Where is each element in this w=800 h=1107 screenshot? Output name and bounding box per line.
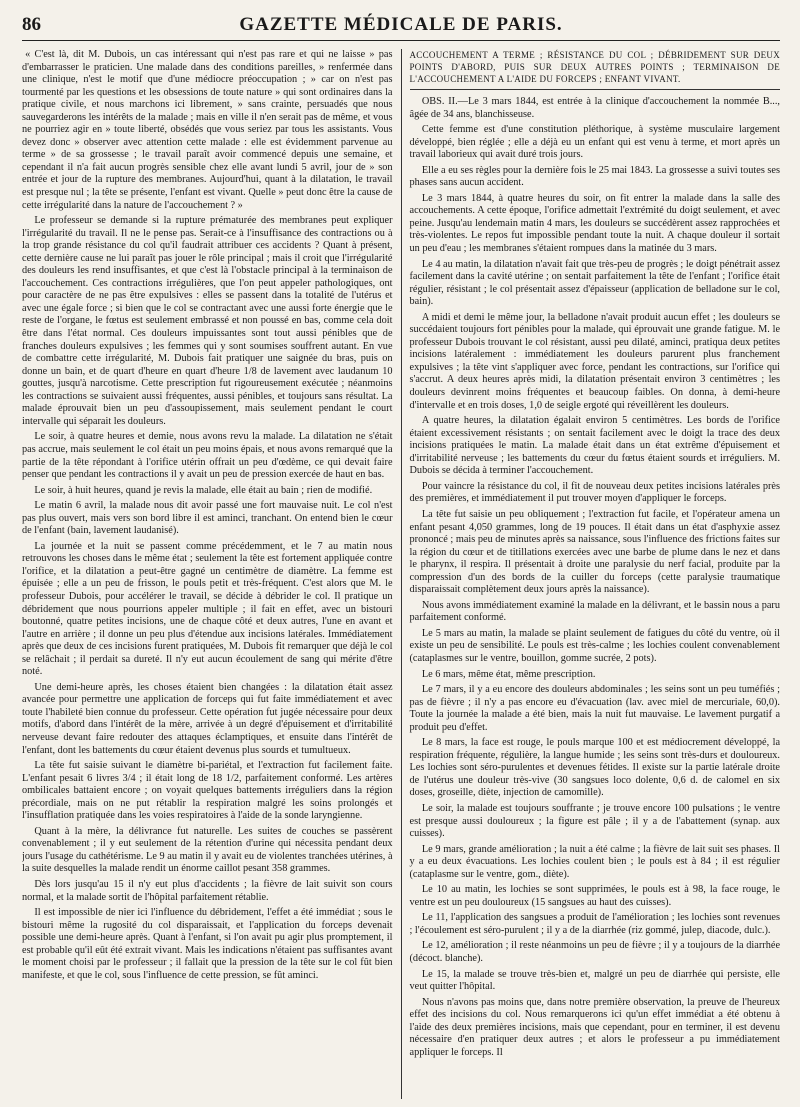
article-columns	[22, 49, 780, 1099]
heading-rule	[410, 89, 781, 90]
paragraph: Nous n'avons pas moins que, dans notre première observation, la preuve de l'heureux effet des incisions du col. Nous remarquerons ici qu'un effet immédiat a été obtenu à l'aide des deux premières incisions, mais que cependant, pour en terminer, il est devenu nécessaire d'en pratiquer deux autres ; et alors le professeur a pu immédiatement appliquer le forceps. Il	[409, 996, 781, 1058]
paragraph: Pour vaincre la résistance du col, il fit de nouveau deux petites incisions latérales près des premières, et immédiatement il put trouver moyen d'appliquer le forceps.	[409, 480, 781, 505]
journal-title: GAZETTE MÉDICALE DE PARIS.	[239, 14, 563, 35]
paragraph: Le 8 mars, la face est rouge, le pouls marque 100 et est médiocrement développé, la respiration fréquente, régulière, la langue humide ; les seins sont très-durs et douloureux. Les lochies sont séro-purulentes et devenues fétides. Il existe sur la partie latérale droite de l'utérus une douleur très-vive (30 sangsues loco dolente, 0,6 d. de calomel en six doses, groseille, diète, injection de camomille).	[409, 737, 781, 799]
paragraph: Le soir, à quatre heures et demie, nous avons revu la malade. La dilatation ne s'était pas accrue, mais seulement le col était un peu moins épais, et nous avons remarqué que la partie de la tête répondant à l'orifice utérin offrait un peu d'œdème, ce qui devait faire penser que pendant les contractions il y avait un peu de pression exercée de haut en bas.	[22, 431, 393, 481]
paragraph: Le 3 mars 1844, à quatre heures du soir, on fit entrer la malade dans la salle des accouchements. A cette époque, l'orifice admettait l'extrémité du doigt seulement, et avec peine. Jusqu'au lendemain matin 4 mars, les douleurs se succédèrent assez rapprochées et très-violentes. Le repos fut impossible pendant toute la nuit. A chaque douleur il sortait un peu d'eau ; les membranes s'étaient rompues dans la matinée du 3 mars.	[409, 192, 781, 255]
paragraph: Le 5 mars au matin, la malade se plaint seulement de fatigues du côté du ventre, où il existe un peu de sensibilité. Le pouls est très-calme ; les lochies coulent convenablement (cataplasmes sur le ventre, bouillon, gomme sucrée, 2 pots).	[409, 627, 781, 664]
paragraph: Il est impossible de nier ici l'influence du débridement, l'effet a été immédiat ; sous le bistouri même la rugosité du col disparaissait, et l'application du forceps devenait possible une demi-heure après. Quant à l'enfant, si l'on avait pu agir plus promptement, il est probable qu'il eût été extrait vivant. Mais les indications n'étaient pas suffisantes avant le moment choisi par le professeur ; il fallait que la pression de la tête sur le col fût bien manifeste, et que le col, sous l'influence de cette pression, se fût aminci.	[22, 907, 393, 981]
paragraph: Dès lors jusqu'au 15 il n'y eut plus d'accidents ; la fièvre de lait suivit son cours normal, et la malade sortit de l'hôpital parfaitement rétablie.	[22, 879, 393, 903]
paragraph: Le matin 6 avril, la malade nous dit avoir passé une fort mauvaise nuit. Le col n'est pas plus ouvert, mais vers son bord libre il est aminci, tranchant. On entend bien le cœur de l'enfant (bain, lavement laudanisé).	[22, 500, 393, 537]
paragraph: Le 10 au matin, les lochies se sont supprimées, le pouls est à 98, la face rouge, le ventre est un peu douloureux (15 sangsues au haut des cuisses).	[409, 884, 781, 908]
paragraph: Le soir, la malade est toujours souffrante ; je trouve encore 100 pulsations ; le ventre est presque aussi douloureux ; la figure est pâle ; il y a de l'abattement (synap. aux cuisses).	[409, 802, 781, 840]
paragraph: Le 15, la malade se trouve très-bien et, malgré un peu de diarrhée qui persiste, elle veut quitter l'hôpital.	[409, 968, 781, 993]
paragraph: Cette femme est d'une constitution pléthorique, à système musculaire largement développé, bien réglée ; elle a déjà eu un enfant qui est venu à terme, et mort après un travail laborieux qui avait duré trois jours.	[409, 124, 781, 161]
paragraph: La journée et la nuit se passent comme précédemment, et le 7 au matin nous retrouvons les choses dans le même état ; seulement la tête est fortement appliquée contre l'orifice, et la dilatation a peut-être gagné un centimètre de diamètre. La femme est épuisée ; elle a un peu de frisson, le pouls petit et très-fréquent. C'est alors que M. le professeur Dubois, pour accélérer le travail, se décide à débrider le col. Il pratique un débridement que nous pourrions appeler multiple ; il fait en effet, avec un bistouri boutonné, quatre petites incisions, une de chaque côté et deux autres, l'une en avant et l'autre en arrière ; il donne un peu plus d'étendue aux incisions latérales. Immédiatement après que deux de ces incisions furent pratiquées, M. Dubois fit remarquer que déjà le col se relâchait ; il perdait sa dureté. Il n'y eut aucun écoulement de sang qui mérite d'être noté.	[22, 540, 393, 678]
page-number: 86	[22, 14, 41, 35]
paragraph: La tête fut saisie suivant le diamètre bi-pariétal, et l'extraction fut facilement faite. L'enfant pesait 6 livres 3/4 ; il était long de 18 1/2, parfaitement conformé. Les artères ombilicales battaient encore ; on voyait quelques battements irréguliers dans la région précordiale, mais on ne put rétablir la respiration malgré les soins prolongés et l'insufflation pratiquée dans les voies respiratoires à l'aide de la sonde laryngienne.	[22, 760, 393, 822]
paragraph: « C'est là, dit M. Dubois, un cas intéressant qui n'est pas rare et qui ne laisse » pas d'embarrasser le praticien. Une malade dans des conditions pareilles, » renfermée dans une clinique, n'est le motif que d'une médiocre préoccupation ; » car on n'est pas tourmenté par les questions et les obsessions de toute nature » qui sont ordinaires dans la pratique civile, et nous marchons ici librement, » sans crainte, persuadés que nous sauvegarderons les intérêts de la malade ; mais en ville il n'en serait pas de même, et vous ne pourriez agir en » toute liberté, obsédés que vous seriez par tous les assistants. Vous devez donc » observer avec attention cette malade : elle est évidemment parvenue au terme » de sa grossesse ; le travail paraît avoir commencé depuis une semaine, et cependant il n'a fait aucun progrès sensible chez elle avant lundi 5 avril, jour de » son entrée et jour de la rupture des membranes. Aujourd'hui, quant à la dilatation, le travail est presque nul ; la tête se présente, l'enfant est vivant. Quelle » peut donc être la cause de cette irrégularité dans la nature de l'accouchement ? »	[22, 49, 393, 211]
paragraph: A midi et demi le même jour, la belladone n'avait produit aucun effet ; les douleurs se succédaient toujours fort pénibles pour la malade, qui éprouvait une grande fatigue. M. le professeur Dubois trouvant le col résistant, aussi peu dilaté, aminci, pratiqua deux petites incisions latéralement : immédiatement les douleurs parurent plus franchement expulsives ; la tête vint s'appliquer avec force, pendant les contractions, sur l'orifice qui s'accrut. A deux heures après midi, la dilatation présentait environ 3 centimètres ; les douleurs devinrent moins fréquentes et beaucoup faibles. On donna, à demi-heure d'intervalle et en trois doses, 1,0 de seigle ergoté qui réveillèrent les douleurs.	[409, 311, 781, 411]
paragraph: Le 12, amélioration ; il reste néanmoins un peu de fièvre ; il y a toujours de la diarrhée (décoct. blanche).	[409, 940, 781, 964]
paragraph: Quant à la mère, la délivrance fut naturelle. Les suites de couches se passèrent convenablement ; il y eut seulement de la rétention d'urine qui nécessita pendant deux jours l'usage du cathétérisme. Le 9 au matin il y avait eu de violentes tranchées utérines, à la suite desquelles la malade rendit un énorme caillot pesant 358 grammes.	[22, 825, 393, 875]
paragraph: Le 4 au matin, la dilatation n'avait fait que très-peu de progrès ; le doigt pénétrait assez facilement dans la cavité utérine ; on sentait parfaitement la tête de l'enfant ; l'orifice était régulier, résistant ; le col présentait assez d'épaisseur (application de belladone sur le col, bain).	[409, 258, 781, 308]
paragraph: Le soir, à huit heures, quand je revis la malade, elle était au bain ; rien de modifié.	[34, 484, 373, 496]
paragraph: Le professeur se demande si la rupture prématurée des membranes peut expliquer l'irrégularité du travail. Il ne le pense pas. Serait-ce à l'insuffisance des contractions ou à la trop grande résistance du col qu'il faudrait attribuer ces accidents ? Quant à présent, cette dernière cause ne lui paraît pas jouer le rôle principal ; mais il croit que l'irrégularité des douleurs les rend insuffisantes, et que c'est là l'obstacle principal à la terminaison de l'accouchement. Ces contractions irrégulières, que l'on peut appeler pathologiques, ont pour caractère de ne pas être expulsives : elles se passent dans la totalité de l'utérus et avec une égale force ; si bien que le col se contractant avec une aussi forte énergie que le reste de l'organe, le fœtus est seulement embrassé et non poussé en bas, comme cela doit être dans l'état normal. Ces douleurs impuissantes sont tout aussi pénibles que de franches douleurs expulsives ; les femmes qui y sont soumises souffrent autant. En vue de combattre cette irrégularité, M. Dubois fait pratiquer une saignée du bras, puis on donne un bain, et de quart d'heure en quart d'heure 1/8 de lavement avec laudanum 10 gouttes, jusqu'à narcotisme. Cette prescription fut rigoureusement exécutée ; néanmoins les contractions se suivaient aussi fréquentes, aussi pénibles, et toujours sans résultat. La malade éprouvait bien un peu d'assoupissement, mais seulement pendant le court intervalle qui séparait les douleurs.	[22, 215, 393, 427]
page-header	[22, 14, 780, 41]
right-column	[402, 49, 781, 1099]
paragraph: A quatre heures, la dilatation égalait environ 5 centimètres. Les bords de l'orifice étaient excessivement résistants ; on sentait facilement avec le doigt la trace des deux incisions pratiquées le matin. La malade était dans un état extrême d'épuisement et d'irritabilité nerveuse ; les battements du cœur du fœtus étaient sourds et irréguliers. M. Dubois se décida à terminer l'accouchement.	[409, 415, 781, 477]
paragraph: Elle a eu ses règles pour la dernière fois le 25 mai 1843. La grossesse a suivi toutes ses phases sans aucun accident.	[409, 164, 781, 189]
paragraph: Le 6 mars, même état, même prescription.	[421, 668, 596, 680]
paragraph: Le 7 mars, il y a eu encore des douleurs abdominales ; les seins sont un peu tuméfiés ; pas de fièvre ; il n'y a pas encore eu d'évacuation (lav. avec miel de mercuriale, 60,0). Toute la journée la malade a été bien, mais la nuit fut mauvaise. Le lavement purgatif a produit peu d'effet.	[409, 684, 781, 733]
left-column	[22, 49, 401, 1099]
paragraph: La tête fut saisie un peu obliquement ; l'extraction fut facile, et l'opérateur amena un enfant pesant 4,050 grammes, long de 19 pouces. Il était dans un état d'asphyxie assez prononcé ; mais peu de minutes après sa naissance, sous l'influence des frictions faites sur la région du cœur et de titillations exercées avec une barbe de plume dans le nez et dans le pharynx, il respira. Il présentait à droite une paralysie du nerf facial, produite par la compression d'un des bords de la cuiller du forceps (cette paralysie traumatique disparaissait complètement deux jours après la naissance).	[409, 508, 781, 596]
paragraph: Le 11, l'application des sangsues a produit de l'amélioration ; les lochies sont revenues ; l'écoulement est séro-purulent ; il y a de la diarrhée (riz gommé, julep, diacode, dulc.).	[409, 912, 781, 936]
case-heading: ACCOUCHEMENT A TERME ; RÉSISTANCE DU COL ; DÉBRIDEMENT SUR DEUX POINTS D'ABORD, PUIS SUR DEUX AUTRES POINTS ; TERMINAISON DE L'ACCOUCHEMENT A L'AIDE DU FORCEPS ; ENFANT VIVANT.	[409, 50, 781, 84]
paragraph: Le 9 mars, grande amélioration ; la nuit a été calme ; la fièvre de lait suit ses phases. Il y a eu deux évacuations. Les lochies coulent bien ; le pouls est à 84 ; il est régulier (cataplasme sur le ventre, gom., diète).	[409, 843, 781, 880]
paragraph: OBS. II.—Le 3 mars 1844, est entrée à la clinique d'accouchement la nommée B..., âgée de 34 ans, blanchisseuse.	[409, 96, 781, 120]
paragraph: Une demi-heure après, les choses étaient bien changées : la dilatation était assez avancée pour permettre une application de forceps qui fut faite immédiatement et avec toute l'habileté bien connue du professeur. Cette opération fut jugée nécessaire pour deux motifs, d'abord dans l'intérêt de la mère, arrivée à un degré d'épuisement et d'irritabilité nerveuse devant faire redouter des attaques éclamptiques, et ensuite dans l'intérêt de l'enfant, dont les battements du cœur étaient devenus plus sourds et tumultueux.	[22, 681, 393, 756]
paragraph: Nous avons immédiatement examiné la malade en la délivrant, et le bassin nous a paru parfaitement conformé.	[409, 599, 781, 624]
